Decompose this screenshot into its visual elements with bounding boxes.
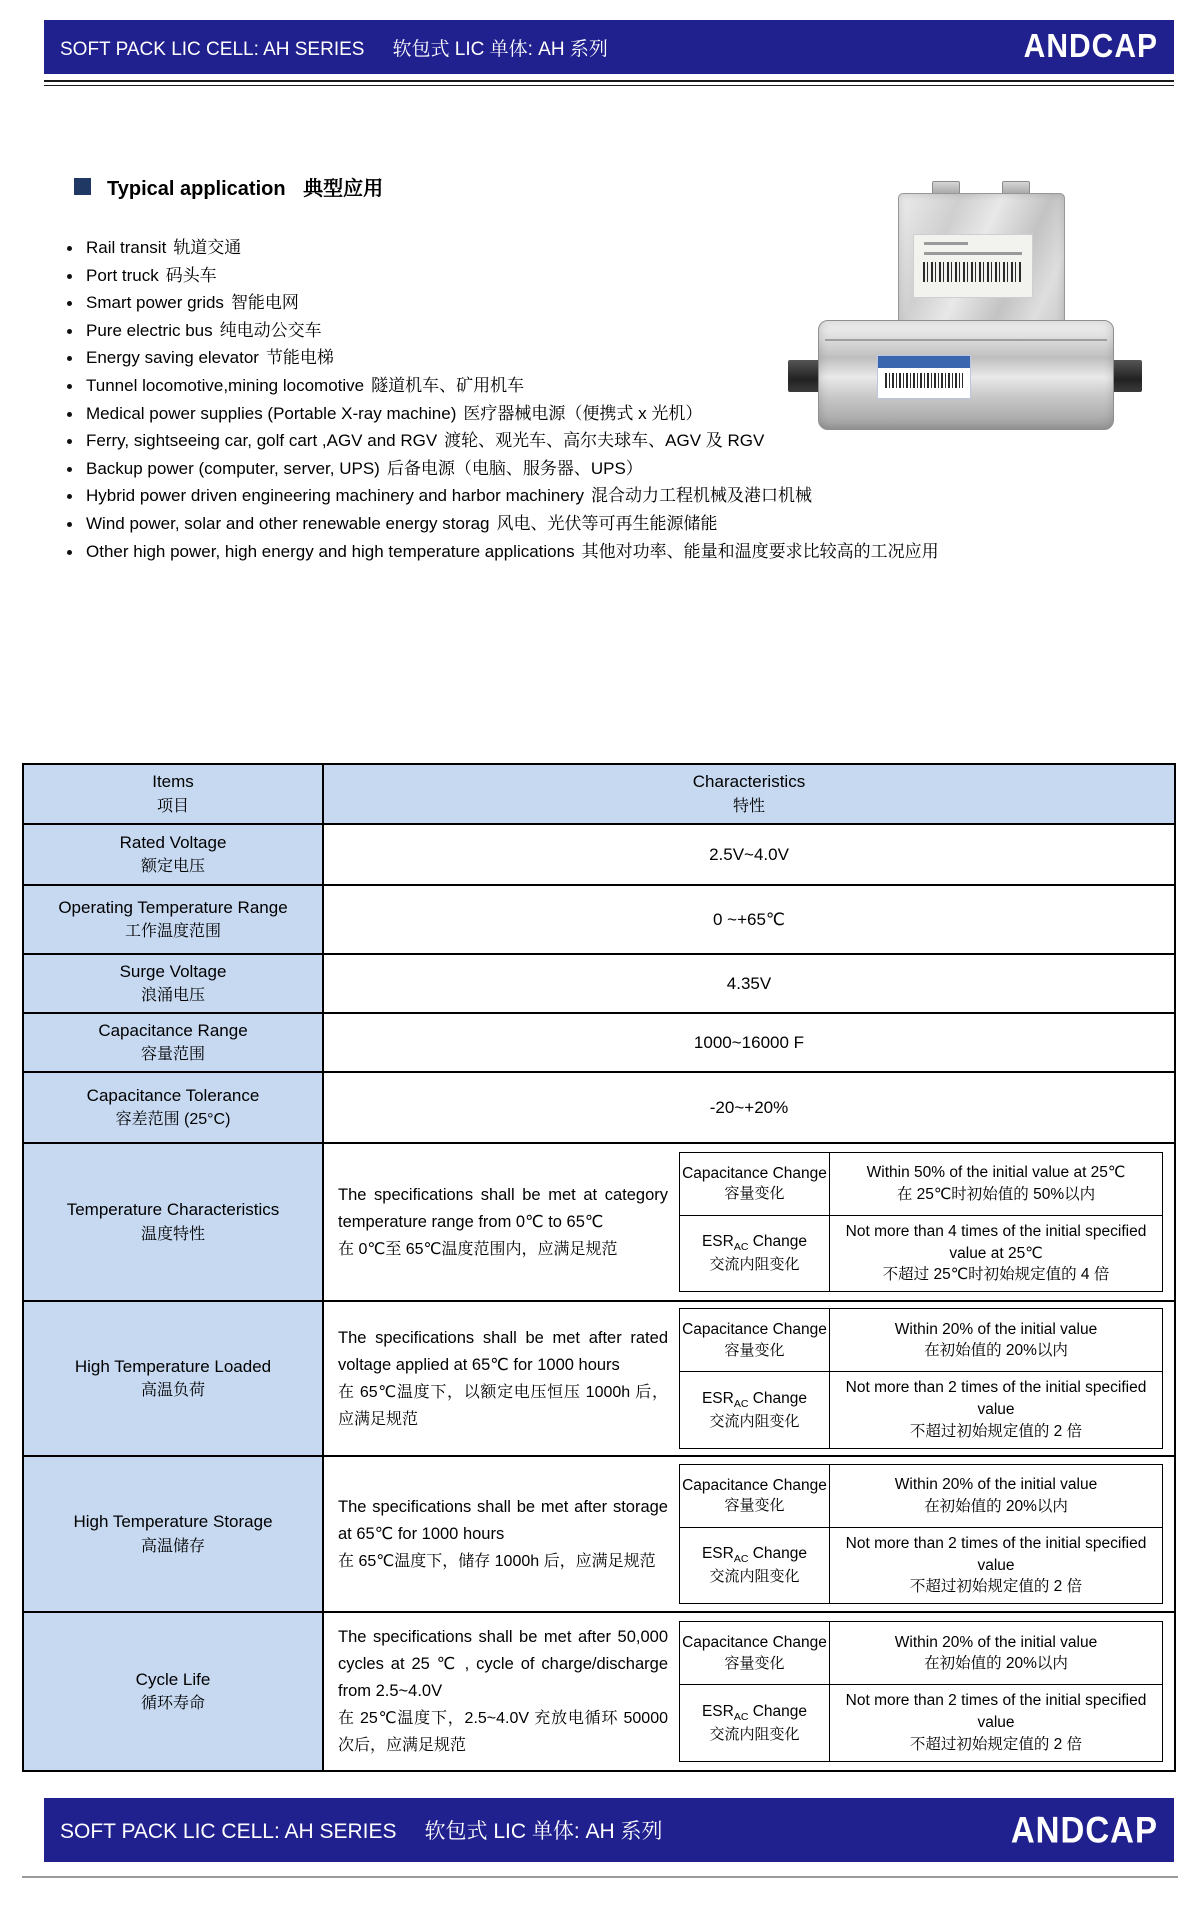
criteria-label: $ESR_{AC}$ Change 交流内阻变化 [680, 1372, 830, 1447]
characteristics-cell [324, 1457, 1174, 1611]
item-cell: High Temperature Storage 高温储存 [24, 1457, 324, 1611]
condition-description: The specifications shall be met after 50,000 cycles at 25 ℃ , cycle of charge/discharge from 2.5~4.0V 在 25℃温度下，2.5~4.0V 充放电循环 50000 次后，应满足规范 [338, 1628, 668, 1754]
criteria-value: Within 20% of the initial value 在初始值的 20%以内 [894, 1320, 1098, 1360]
footer-title [60, 1815, 663, 1845]
cell-body [818, 320, 1114, 430]
battery-cell-photo-small [898, 180, 1066, 328]
list-item: Rail transit 轨道交通 [62, 234, 1012, 262]
section-heading [74, 172, 383, 201]
criteria-value: Not more than 2 times of the initial specified value 不超过初始规定值的 2 倍 [845, 1379, 1147, 1440]
section-square-icon [74, 178, 91, 195]
table-row [24, 1012, 1174, 1071]
spec-table [22, 763, 1176, 1772]
criteria-label: $ESR_{AC}$ Change 交流内阻变化 [680, 1528, 830, 1603]
condition-description: The specifications shall be met after storage at 65℃ for 1000 hours 在 65℃温度下，储存 1000h 后，应满足规范 [338, 1497, 668, 1570]
criteria-label: Capacitance Change 容量变化 [680, 1309, 830, 1371]
header-bar [44, 20, 1174, 74]
cell-label-strip [878, 356, 970, 368]
list-item: Medical power supplies (Portable X-ray machine) 医疗器械电源（便携式 x 光机） [62, 400, 1012, 428]
criteria-value: Not more than 4 times of the initial specified value at 25℃ 不超过 25℃时初始规定值的 4 倍 [845, 1222, 1147, 1284]
item-cell: Capacitance Tolerance 容差范围 (25°C) [24, 1073, 324, 1142]
criteria-label: Capacitance Change 容量变化 [680, 1153, 830, 1215]
criteria-label: $ESR_{AC}$ Change 交流内阻变化 [680, 1685, 830, 1760]
criteria-row [680, 1153, 1162, 1215]
list-item: Energy saving elevator 节能电梯 [62, 344, 1012, 372]
criteria-value: Within 50% of the initial value at 25℃ 在 25℃时初始值的 50%以内 [866, 1164, 1126, 1203]
list-item: Port truck 码头车 [62, 262, 1012, 290]
item-cell: Surge Voltage 浪涌电压 [24, 955, 324, 1012]
criteria-row [680, 1371, 1162, 1447]
criteria-row [680, 1527, 1162, 1603]
criteria-subtable [679, 1308, 1163, 1448]
header-items-cell: Items 项目 [24, 765, 324, 823]
criteria-row [680, 1309, 1162, 1371]
criteria-label: Capacitance Change 容量变化 [680, 1465, 830, 1527]
header-title [60, 34, 608, 61]
value-cell: 2.5V~4.0V [709, 844, 789, 864]
criteria-subtable [679, 1621, 1163, 1761]
list-item: Backup power (computer, server, UPS) 后备电源（电脑、服务器、UPS） [62, 455, 1012, 483]
table-row [24, 1142, 1174, 1300]
section-title-en: Typical application [107, 178, 286, 200]
header-divider-line [44, 80, 1174, 86]
item-cell: Temperature Characteristics 温度特性 [24, 1144, 324, 1300]
list-item: Other high power, high energy and high temperature applications 其他对功率、能量和温度要求比较高的工况应用 [62, 538, 1012, 566]
table-row [24, 884, 1174, 953]
table-header-row [24, 765, 1174, 823]
item-cell: Operating Temperature Range 工作温度范围 [24, 886, 324, 953]
header-title-cn: 软包式 LIC 单体: AH 系列 [392, 38, 608, 60]
characteristics-cell [324, 1302, 1174, 1455]
characteristics-cell [324, 1144, 1174, 1300]
value-cell: -20~+20% [709, 1097, 789, 1117]
label-text-line [924, 252, 1022, 255]
list-item: Wind power, solar and other renewable energy storag 风电、光伏等可再生能源储能 [62, 510, 1012, 538]
criteria-label: $ESR_{AC}$ Change 交流内阻变化 [680, 1216, 830, 1291]
list-item: Pure electric bus 纯电动公交车 [62, 317, 1012, 345]
item-cell: Cycle Life 循环寿命 [24, 1613, 324, 1770]
criteria-label: Capacitance Change 容量变化 [680, 1622, 830, 1684]
criteria-row [680, 1465, 1162, 1527]
barcode [885, 373, 963, 388]
criteria-value: Within 20% of the initial value 在初始值的 20%以内 [894, 1476, 1098, 1515]
criteria-subtable [679, 1464, 1163, 1604]
table-row [24, 1611, 1174, 1770]
table-row [24, 1300, 1174, 1455]
cell-label [913, 234, 1033, 298]
table-row [24, 823, 1174, 884]
battery-cell-photo-large [788, 318, 1142, 432]
criteria-row [680, 1622, 1162, 1684]
value-cell: 1000~16000 F [693, 1032, 805, 1052]
cell-seam [825, 339, 1107, 341]
item-cell: Rated Voltage 额定电压 [24, 825, 324, 884]
list-item: Tunnel locomotive,mining locomotive 隧道机车、矿用机车 [62, 372, 1012, 400]
table-row [24, 953, 1174, 1012]
table-row [24, 1455, 1174, 1611]
table-row [24, 1071, 1174, 1142]
cell-label [877, 355, 971, 399]
value-cell: 4.35V [726, 973, 772, 993]
list-item: Hybrid power driven engineering machinery and harbor machinery 混合动力工程机械及港口机械 [62, 482, 1012, 510]
characteristics-cell [324, 1613, 1174, 1770]
list-item: Ferry, sightseeing car, golf cart ,AGV and RGV 渡轮、观光车、高尔夫球车、AGV 及 RGV [62, 427, 1012, 455]
header-title-en: SOFT PACK LIC CELL: AH SERIES [60, 38, 365, 60]
value-cell: 0 ~+65℃ [712, 909, 786, 929]
section-title [107, 172, 383, 201]
header-characteristics-cell: Characteristics 特性 [324, 765, 1174, 823]
label-text-line [924, 242, 968, 245]
criteria-row [680, 1215, 1162, 1291]
andcap-logo: ANDCAP [1023, 27, 1158, 65]
item-cell: Capacitance Range 容量范围 [24, 1014, 324, 1071]
list-item: Smart power grids 智能电网 [62, 289, 1012, 317]
criteria-value: Within 20% of the initial value 在初始值的 20%以内 [894, 1633, 1098, 1673]
condition-description: The specifications shall be met at category temperature range from 0℃ to 65℃ 在 0℃至 65℃温度范围内，应满足规范 [338, 1185, 668, 1258]
footer-title-cn: 软包式 LIC 单体: AH 系列 [424, 1820, 663, 1843]
cell-body [898, 193, 1065, 328]
section-title-cn: 典型应用 [303, 178, 384, 200]
andcap-logo: ANDCAP [1010, 1808, 1158, 1851]
criteria-value: Not more than 2 times of the initial specified value 不超过初始规定值的 2 倍 [845, 1692, 1147, 1753]
footer-title-en: SOFT PACK LIC CELL: AH SERIES [60, 1820, 397, 1843]
footer-bar [44, 1798, 1174, 1862]
item-cell: High Temperature Loaded 高温负荷 [24, 1302, 324, 1455]
criteria-subtable [679, 1152, 1163, 1292]
criteria-value: Not more than 2 times of the initial specified value 不超过初始规定值的 2 倍 [845, 1534, 1147, 1596]
condition-description: The specifications shall be met after rated voltage applied at 65℃ for 1000 hours 在 65℃温度下，以额定电压恒压 1000h 后，应满足规范 [338, 1328, 668, 1428]
criteria-row [680, 1684, 1162, 1760]
footer-divider-line [22, 1876, 1178, 1878]
barcode [923, 262, 1023, 282]
